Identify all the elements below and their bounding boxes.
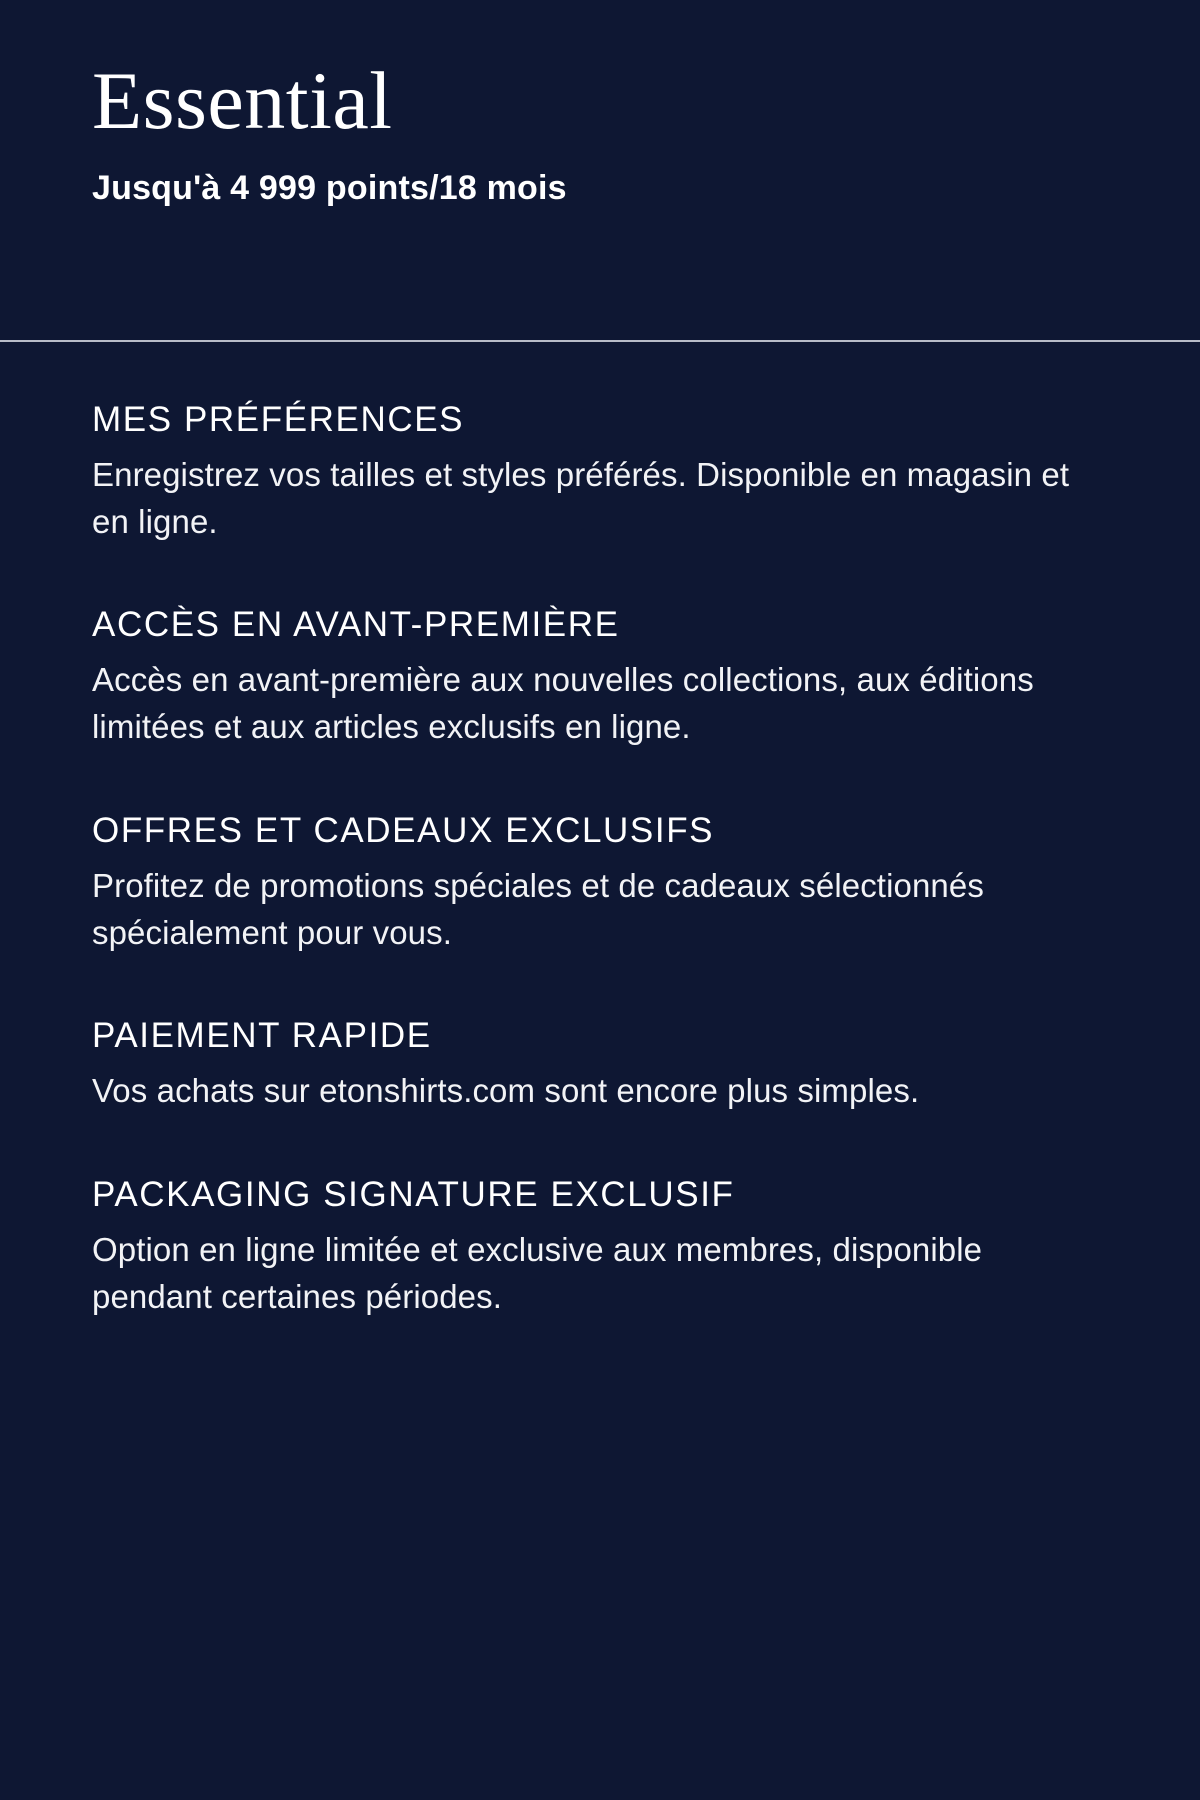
benefit-title: PACKAGING SIGNATURE EXCLUSIF [92, 1175, 735, 1215]
list-item [92, 1014, 1108, 1115]
tier-points-range: Jusqu'à 4 999 points/18 mois [92, 169, 567, 207]
benefit-title: MES PRÉFÉRENCES [92, 400, 465, 439]
benefit-title: ACCÈS EN AVANT-PREMIÈRE [92, 605, 620, 645]
benefit-title: OFFRES ET CADEAUX EXCLUSIFS [92, 810, 715, 850]
list-item [92, 1173, 1108, 1320]
benefit-title: PAIEMENT RAPIDE [92, 1016, 432, 1056]
page-title: Essential [92, 55, 393, 146]
benefit-description: Accès en avant-première aux nouvelles collections, aux éditions limitées et aux articles exclusifs en ligne. [92, 661, 1034, 746]
benefit-description: Option en ligne limitée et exclusive aux membres, disponible pendant certaines périodes. [92, 1230, 983, 1315]
benefit-description: Profitez de promotions spéciales et de cadeaux sélectionnés spécialement pour vous. [92, 866, 984, 951]
list-item [92, 603, 1108, 750]
list-item [92, 398, 1108, 545]
benefits-list [0, 342, 1200, 1320]
tier-header [0, 0, 1200, 340]
list-item [92, 809, 1108, 956]
benefit-description: Vos achats sur etonshirts.com sont encore plus simples. [92, 1072, 920, 1110]
benefit-description: Enregistrez vos tailles et styles préférés. Disponible en magasin et en ligne. [92, 455, 1070, 540]
